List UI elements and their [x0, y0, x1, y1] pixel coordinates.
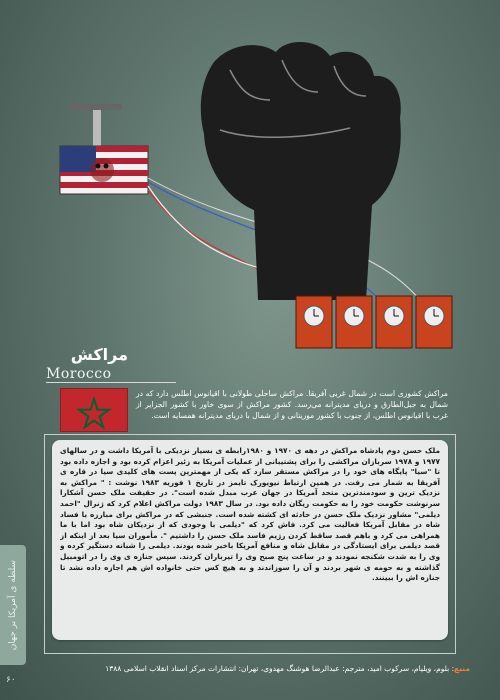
main-text-box	[52, 440, 448, 640]
dynamite-bundle-icon	[376, 296, 412, 348]
source-label: منبع	[454, 664, 470, 673]
dynamite-bundle-icon	[336, 296, 372, 348]
section-side-tab	[0, 545, 26, 665]
divider	[46, 382, 176, 383]
side-tab-label: سلطه ی آمریکا بر جهان	[8, 559, 18, 651]
dynamite-bundle-icon	[296, 296, 332, 348]
source-text: : بلوم، ویلیام، سرکوب امید، مترجم: عبدالرضا هوشنگ مهدوی، تهران: انتشارات مرکز اسناد انقلاب اسلامی ۱۳۸۸	[105, 664, 455, 673]
country-title: مراکش	[70, 345, 128, 364]
country-latin-name: Morocco	[46, 366, 112, 382]
source-citation	[60, 664, 470, 673]
intro-paragraph: مراکش کشوری است در شمال غربی آفریقا. مراکش ساحلی طولانی با اقیانوس اطلس دارد که در شمال به جبل‌الطارق و دریای مدیترانه می‌رسد. کشور مراکش از سوی خاور با کشور الجزایر از غرب با اقیانوس اطلس، از جنوب با کشور موریتانی و از شمال با دریای مدیترانه همسایه است.	[136, 389, 448, 420]
morocco-flag-icon	[60, 388, 128, 432]
dynamite-bundle-icon	[416, 296, 452, 348]
body-paragraph: ملک حسن دوم پادشاه مراکش در دهه ی ۱۹۷۰ و ۱۹۸۰رابطه ی بسیار نزدیکی با آمریکا داشت و در سالهای ۱۹۷۷ و ۱۹۷۸ سربازان مراکشی را برای پشتیبانی از عملیات آمریکا به زئیر اعزام کرده بود و اجازه داده بود تا "سیا" پایگاه های خود را در مراکش مستقر سازد که یکی از مهمترین پست های کلیدی سیا در قاره ی آفریقا به شمار می رفت. در همین ارتباط نیویورک تایمز در تاریخ ۱ فوریه ۱۹۸۳ نوشت : " مراکش به نزدیک ترین و سودمندترین متحد آمریکا در جهان عرب مبدل شده است". در حقیقت ملک حسن آشکارا سرنوشت حکومت خود را به حکومت ریگان داده بود. در سال ۱۹۸۳ دولت مراکش اعلام کرد که ژنرال "احمد دیلمی" مشاور نزدیک ملک حسن در حادثه ای کشته شده است. جنبشی که در مراکش برای مبارزه با فساد شاه در مقابل آمریکا فعالیت می کرد. فاش کرد که "دیلمی با وجودی که از نزدیکان شاه بود اما با ما همراهی می کرد و باهم قصد ساقط کردن رژیم فاسد ملک حسن را داشتیم ". مأموران سیا بعد از اینکه از قصد دیلمی برای ایستادگی در مقابل شاه و منافع آمریکا باخبر شده بودند. دیلمی را شبانه دستگیر کرده و وی را به شدت شکنجه نمودند و در ساعت پنج صبح وی را تیرباران کردند. سپس جنازه ی وی را در اتومبیل گذاشته و به حومه ی شهر بردند و آن را سوزاندند و به هیچ کس حتی خانواده اش هم اجازه داده نشد تا جنازه اش را ببینند.	[60, 446, 440, 583]
page-number: ۶۰	[6, 675, 16, 685]
detonator-box-icon	[60, 104, 148, 194]
